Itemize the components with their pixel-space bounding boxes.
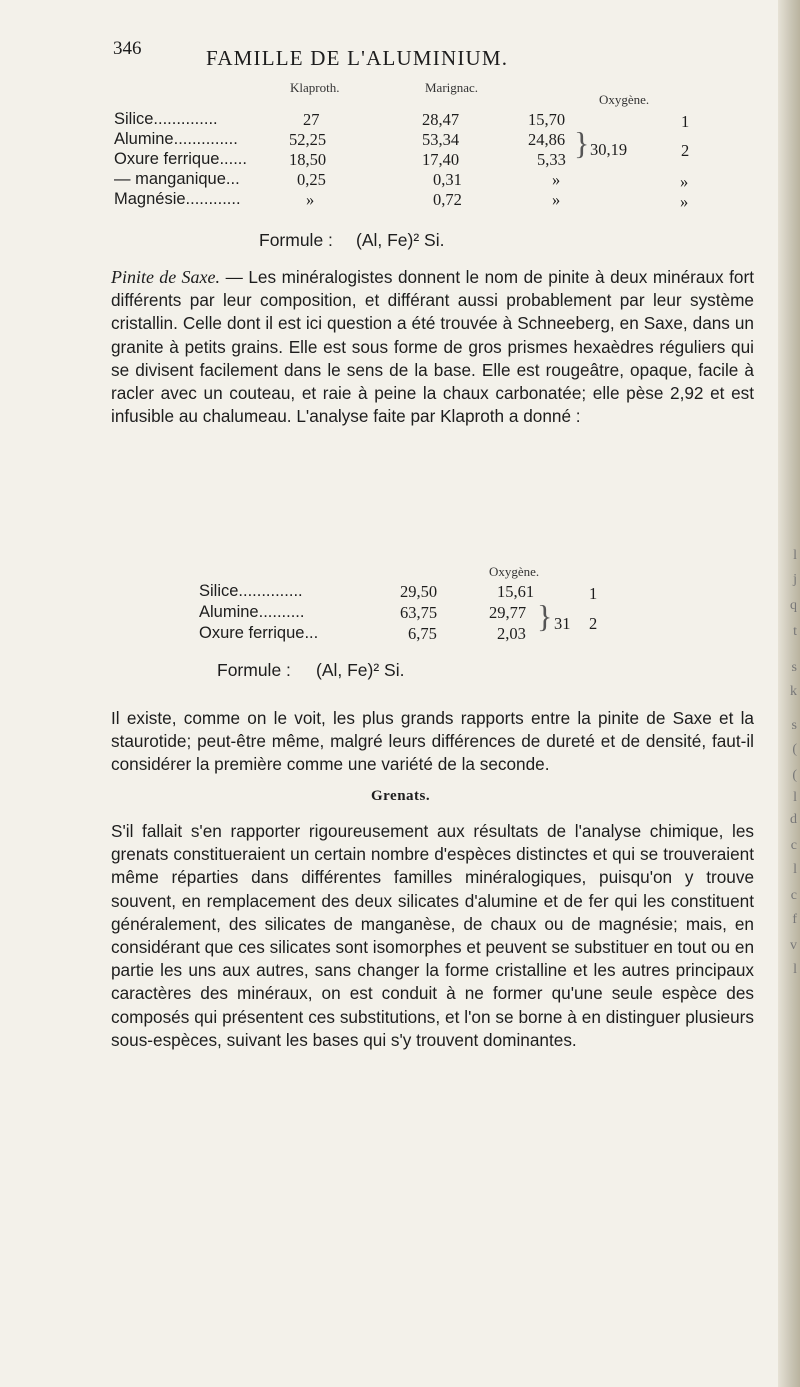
edge-letter: v: [790, 938, 797, 953]
ratio-value: 2: [589, 614, 598, 633]
ratio-value: »: [680, 192, 689, 211]
marignac-value: 0,72: [433, 190, 462, 209]
brace-left: }: [537, 598, 553, 634]
marignac-value: 53,34: [422, 130, 460, 149]
klaproth-value: »: [306, 190, 315, 209]
klaproth-value: 18,50: [289, 150, 327, 169]
row-label: Alumine..............: [114, 130, 238, 148]
oxygene-value: 15,61: [497, 582, 535, 601]
row-label: Silice..............: [114, 110, 218, 128]
edge-letter: (: [792, 742, 797, 757]
brace-left: }: [574, 125, 590, 161]
marignac-value: 17,40: [422, 150, 460, 169]
edge-letter: t: [793, 624, 797, 639]
paragraph-text: — Les minéralogistes donnent le nom de pinite à deux minéraux fort différents par leur composition, et différant aussi probablement par leur système cristallin. Celle dont il est ici question a été trouvée à Schneeberg, en Saxe, dans un granite à petits grains. Elle est sous forme de gros prismes hexaèdres réguliers qui se divisent facilement dans le sens de la base. Elle est rougeâtre, opaque, facile à racler avec un couteau, et raie à peine la chaux carbonatée; elle pèse 2,92 et est infusible au chalumeau. L'analyse faite par Klaproth a donné :: [111, 267, 754, 427]
paragraph-grenats: S'il fallait s'en rapporter rigoureusement aux résultats de l'analyse chimique, les grenats constitueraient un certain nombre d'espèces distinctes et qui se trouveraient même réparties dans différentes familles minéralogiques, puisqu'on y trouve souvent, en remplacement des deux silicates d'alumine et de fer qui les constituent généralement, des silicates de manganèse, de chaux ou de magnésie; mais, en considérant que ces silicates sont isomorphes et peuvent se substituer en tout ou en partie les uns aux autres, sans changer la forme cristalline et les autres principaux caractères des minéraux, on est conduit à ne former qu'une seule espèce des composés qui présentent ces substitutions, et l'on se borne à en distinguer plusieurs sous-espèces, suivant les bases qui s'y trouvent dominantes.: [111, 821, 755, 1050]
value: 6,75: [408, 624, 437, 643]
paragraph-staurotide: Il existe, comme on le voit, les plus grands rapports entre la pinite de Saxe et la staurotide; peut-être même, malgré leurs différences de dureté et de densité, faut-il considérer la première comme une variété de la seconde.: [111, 708, 754, 775]
edge-letter: (: [792, 768, 797, 783]
klaproth-value: 27: [303, 110, 320, 129]
brace-sum: 31: [554, 614, 571, 633]
marignac-value: 0,31: [433, 170, 462, 189]
row-label: Oxure ferrique...: [199, 624, 319, 642]
col-header-marignac: Marignac.: [425, 80, 479, 95]
klaproth-value: 52,25: [289, 130, 327, 149]
edge-letter: d: [790, 812, 797, 827]
edge-letter: k: [790, 684, 797, 699]
edge-letter: l: [793, 790, 797, 805]
section-heading: Grenats.: [371, 788, 431, 804]
col-header-oxygene: Oxygène.: [489, 564, 540, 579]
row-label: Alumine..........: [199, 603, 305, 621]
ratio-value: 1: [681, 112, 690, 131]
ratio-value: 1: [589, 584, 598, 603]
edge-letter: l: [793, 548, 797, 563]
value: 63,75: [400, 603, 438, 622]
edge-letter: j: [793, 572, 797, 587]
marignac-value: 28,47: [422, 110, 460, 129]
ratio-value: »: [680, 172, 689, 191]
paragraph-title: Pinite de Saxe.: [111, 267, 221, 287]
oxygene-value: »: [552, 170, 561, 189]
klaproth-value: 0,25: [297, 170, 326, 189]
adjacent-page-edge: [778, 0, 800, 1387]
ratio-value: 2: [681, 141, 690, 160]
formula-label: Formule :: [259, 230, 333, 250]
oxygene-value: 15,70: [528, 110, 566, 129]
oxygene-value: 24,86: [528, 130, 566, 149]
row-label: Magnésie............: [114, 190, 241, 208]
row-label: Oxure ferrique......: [114, 150, 247, 168]
edge-letter: q: [790, 598, 797, 613]
edge-letter: s: [791, 660, 797, 675]
formula: (Al, Fe)² Si.: [316, 660, 405, 680]
edge-letter: l: [793, 962, 797, 977]
value: 29,50: [400, 582, 438, 601]
oxygene-value: 29,77: [489, 603, 527, 622]
oxygene-value: 5,33: [537, 150, 566, 169]
edge-letter: l: [793, 862, 797, 877]
row-label: — manganique...: [114, 170, 240, 188]
brace-sum: 30,19: [590, 140, 628, 159]
edge-letter: s: [791, 718, 797, 733]
row-label: Silice..............: [199, 582, 303, 600]
edge-letter: c: [790, 888, 797, 903]
formula: (Al, Fe)² Si.: [356, 230, 445, 250]
oxygene-value: 2,03: [497, 624, 526, 643]
running-title: FAMILLE DE L'ALUMINIUM.: [206, 46, 509, 70]
formula-label: Formule :: [217, 660, 291, 680]
oxygene-value: »: [552, 190, 561, 209]
page-number: 346: [113, 38, 142, 59]
col-header-oxygene: Oxygène.: [599, 92, 650, 107]
edge-letter: f: [792, 912, 797, 927]
edge-letter: c: [790, 838, 797, 853]
paragraph-pinite: [111, 266, 754, 428]
col-header-klaproth: Klaproth.: [290, 80, 340, 95]
